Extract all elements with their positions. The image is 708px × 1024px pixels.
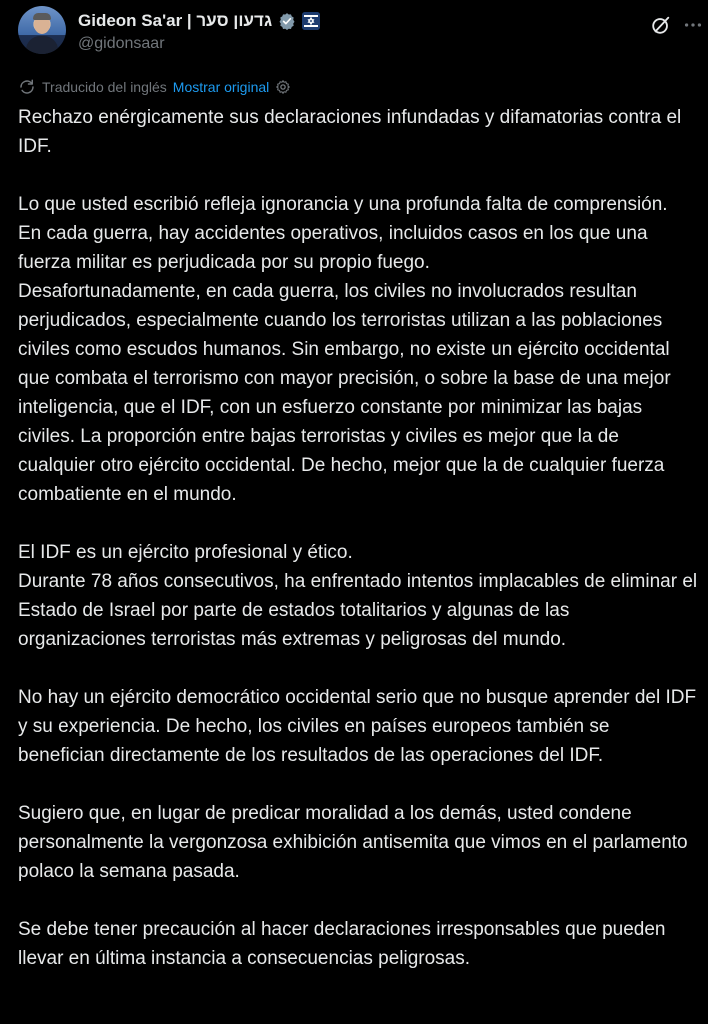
translated-from-label: Traducido del inglés: [42, 79, 167, 95]
verified-badge-icon[interactable]: [278, 12, 296, 30]
tweet-paragraph: Lo que usted escribió refleja ignorancia y una profunda falta de comprensión. En cada guerra, hay accidentes operativos, incluidos casos en los que una fuerza militar es perjudicada por su propio fuego. Desafortunadamente, en cada guerra, los civiles no involucrados resultan perjudicados, especialmente cuando los terroristas utilizan a las poblaciones civiles como escudos humanos. Sin embargo, no existe un ejército occidental que combata el terrorismo con mayor precisión, o sobre la base de una mejor inteligencia, que el IDF, con un esfuerzo constante por minimizar las bajas civiles. La proporción entre bajas terroristas y civiles es mejor que la de cualquier otro ejército occidental. De hecho, mejor que la de cualquier fuerza combatiente en el mundo.: [18, 194, 671, 505]
tweet-paragraph: El IDF es un ejército profesional y ético. Durante 78 años consecutivos, ha enfrentado intentos implacables de eliminar el Estado de Israel por parte de estados totalitarios y algunas de las organizaciones terroristas más extremas y peligrosas del mundo.: [18, 542, 698, 650]
author-display-name[interactable]: Gideon Sa'ar | גדעון סער: [78, 11, 273, 30]
avatar[interactable]: [18, 6, 66, 54]
translation-bar: [18, 78, 291, 96]
affiliate-flag-icon[interactable]: [302, 12, 320, 30]
settings-gear-icon[interactable]: [275, 79, 291, 95]
avatar-suit: [26, 36, 58, 54]
tweet-paragraph: Rechazo enérgicamente sus declaraciones infundadas y difamatorias contra el IDF.: [18, 107, 682, 157]
author-handle[interactable]: @gidonsaar: [78, 35, 165, 52]
tweet-paragraph: Sugiero que, en lugar de predicar moralidad a los demás, usted condene personalmente la vergonzosa exhibición antisemita que vimos en el parlamento polaco la semana pasada.: [18, 803, 688, 882]
more-icon[interactable]: [682, 14, 704, 36]
name-row: [78, 11, 320, 31]
tweet-body: [18, 103, 700, 973]
avatar-hair: [33, 13, 51, 20]
grok-icon[interactable]: [650, 14, 672, 36]
tweet-header: [18, 6, 698, 58]
tweet-paragraph: Se debe tener precaución al hacer declaraciones irresponsables que pueden llevar en última instancia a consecuencias peligrosas.: [18, 919, 666, 969]
tweet-paragraph: No hay un ejército democrático occidental serio que no busque aprender del IDF y su experiencia. De hecho, los civiles en países europeos también se benefician directamente de los resultados de las operaciones del IDF.: [18, 687, 697, 766]
translate-icon: [18, 78, 36, 96]
show-original-link[interactable]: Mostrar original: [172, 79, 270, 95]
